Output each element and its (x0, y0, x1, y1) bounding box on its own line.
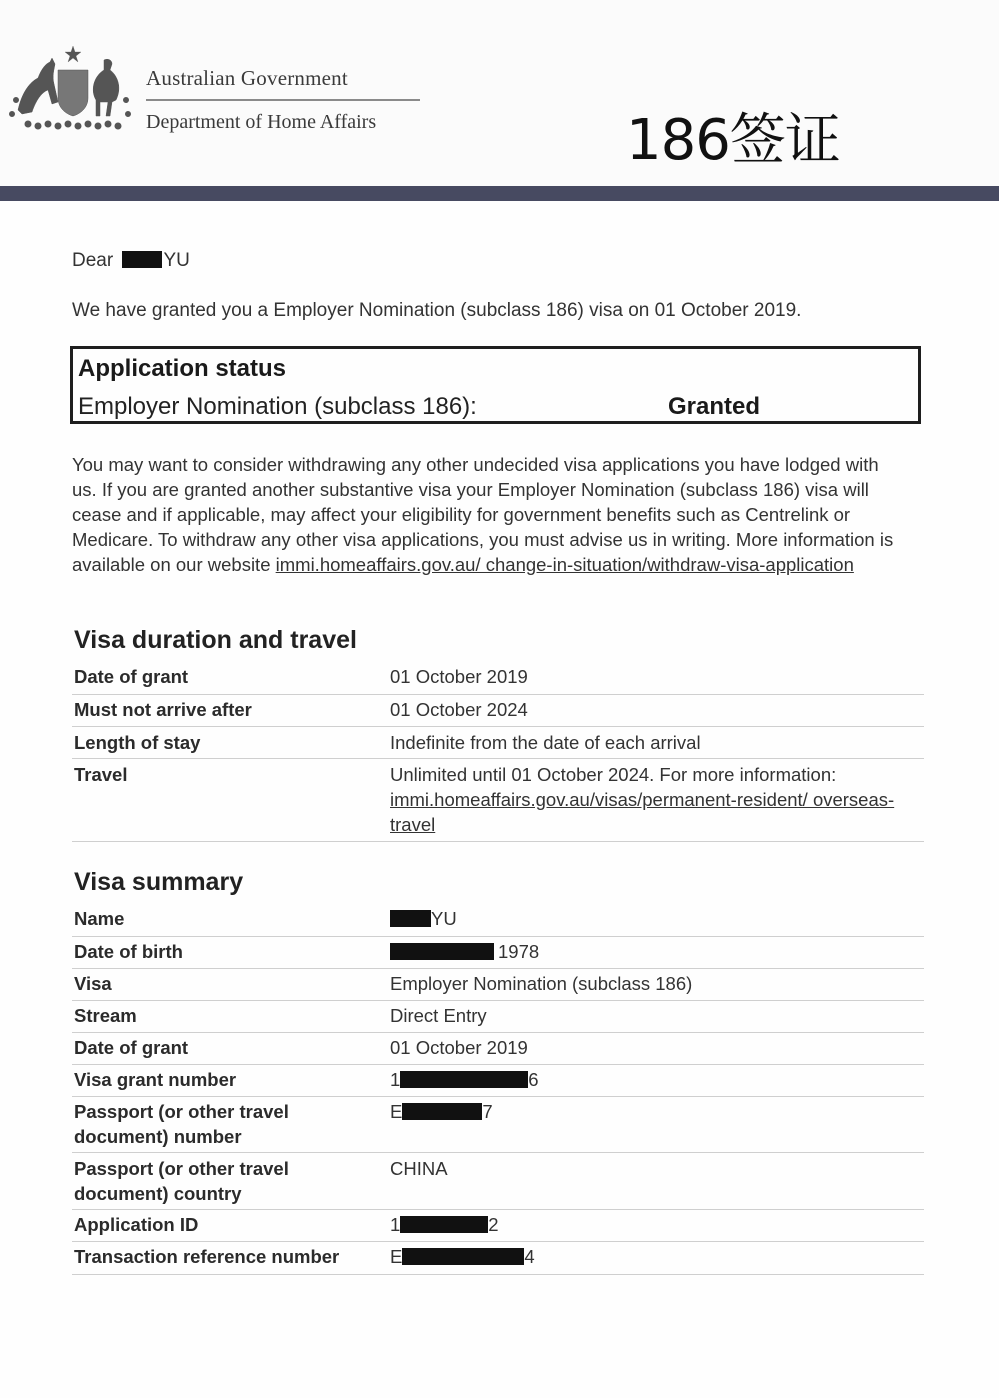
coat-of-arms-icon (8, 40, 134, 136)
application-status-box (70, 346, 921, 424)
value-suffix: 6 (528, 1069, 539, 1090)
header-band (0, 186, 999, 201)
notice-text: You may want to consider withdrawing any other undecided visa applications you have lodged with us. If you are granted another substantive visa your Employer Nomination (subclass 186) visa will cease and if applicable, may affect your eligibility for government benefits such as Centrelink or Medicare. To withdraw any other visa applications, you must advise us in writing. More information is available on our website (72, 454, 894, 575)
table-row (72, 905, 924, 937)
table-row (72, 662, 924, 695)
row-value (390, 762, 900, 837)
value-suffix: 4 (524, 1246, 535, 1267)
letter-body (72, 250, 927, 1267)
row-label: Date of grant (74, 1037, 189, 1058)
greeting (72, 250, 927, 272)
government-title-block (146, 66, 420, 134)
greeting-surname: YU (163, 250, 190, 271)
table-row (72, 1001, 924, 1033)
status-row-label: Employer Nomination (subclass 186): (78, 393, 477, 420)
row-label: Visa grant number (74, 1069, 237, 1090)
visa-type-label: 186签证 (626, 108, 840, 173)
table-row (72, 969, 924, 1001)
redaction-bar (400, 1216, 488, 1233)
notice-paragraph (72, 452, 902, 577)
letterhead (0, 0, 999, 186)
row-value: Indefinite from the date of each arrival (390, 732, 701, 753)
row-value: Employer Nomination (subclass 186) (390, 973, 693, 994)
value-suffix: 7 (482, 1101, 493, 1122)
row-value: Direct Entry (390, 1005, 487, 1026)
row-label: Date of birth (74, 941, 183, 962)
table-row (72, 695, 924, 727)
duration-section-title: Visa duration and travel (74, 626, 357, 654)
row-label: Stream (74, 1005, 137, 1026)
row-value (390, 1212, 910, 1237)
table-row (72, 937, 924, 969)
redaction-bar (390, 943, 494, 960)
row-value (390, 1067, 910, 1092)
row-value (390, 1244, 910, 1269)
status-title: Application status (78, 355, 287, 382)
summary-section-title: Visa summary (74, 868, 244, 896)
row-value (390, 1099, 910, 1124)
value-suffix: 2 (488, 1214, 499, 1235)
table-row (72, 1097, 924, 1153)
row-value: 01 October 2024 (390, 699, 528, 720)
value-suffix: 1978 (498, 941, 540, 962)
table-row (72, 1065, 924, 1097)
value-prefix: E (390, 1101, 403, 1122)
row-label: Travel (74, 764, 128, 785)
table-row (72, 759, 924, 842)
row-value (390, 906, 910, 931)
row-label: Name (74, 908, 125, 929)
grant-sentence: We have granted you a Employer Nomination (subclass 186) visa on 01 October 2019. (72, 300, 802, 321)
summary-table (72, 905, 924, 1275)
travel-link[interactable]: immi.homeaffairs.gov.au/visas/permanent-resident/ overseas-travel (390, 789, 895, 835)
government-name: Australian Government (146, 66, 348, 90)
row-label: Transaction reference number (74, 1246, 340, 1267)
row-label: Length of stay (74, 732, 201, 753)
row-label: Passport (or other travel document) number (74, 1101, 289, 1147)
redaction-bar (400, 1071, 528, 1088)
row-label: Application ID (74, 1214, 199, 1235)
row-label: Visa (74, 973, 112, 994)
redaction-bar (390, 910, 431, 927)
value-suffix: YU (431, 908, 457, 929)
status-badge: Granted (668, 393, 761, 420)
table-row (72, 1210, 924, 1242)
table-row (72, 1033, 924, 1065)
row-label: Must not arrive after (74, 699, 252, 720)
row-value: CHINA (390, 1158, 448, 1179)
table-row (72, 1242, 924, 1275)
row-value: 01 October 2019 (390, 1037, 528, 1058)
value-prefix: 1 (390, 1214, 401, 1235)
duration-table (72, 662, 924, 842)
greeting-prefix: Dear (72, 250, 114, 271)
table-row (72, 727, 924, 759)
row-label: Date of grant (74, 666, 189, 687)
title-divider (146, 99, 420, 101)
redaction-bar (402, 1248, 524, 1265)
travel-text: Unlimited until 01 October 2024. For more information: (390, 764, 837, 785)
row-value (390, 939, 910, 964)
table-row (72, 1153, 924, 1210)
value-prefix: E (390, 1246, 403, 1267)
notice-link[interactable]: immi.homeaffairs.gov.au/ change-in-situation/withdraw-visa-application (275, 554, 854, 575)
value-prefix: 1 (390, 1069, 401, 1090)
department-name: Department of Home Affairs (146, 111, 377, 133)
row-label: Passport (or other travel document) country (74, 1158, 289, 1204)
row-value: 01 October 2019 (390, 666, 528, 687)
redaction-bar (122, 251, 162, 268)
redaction-bar (402, 1103, 482, 1120)
